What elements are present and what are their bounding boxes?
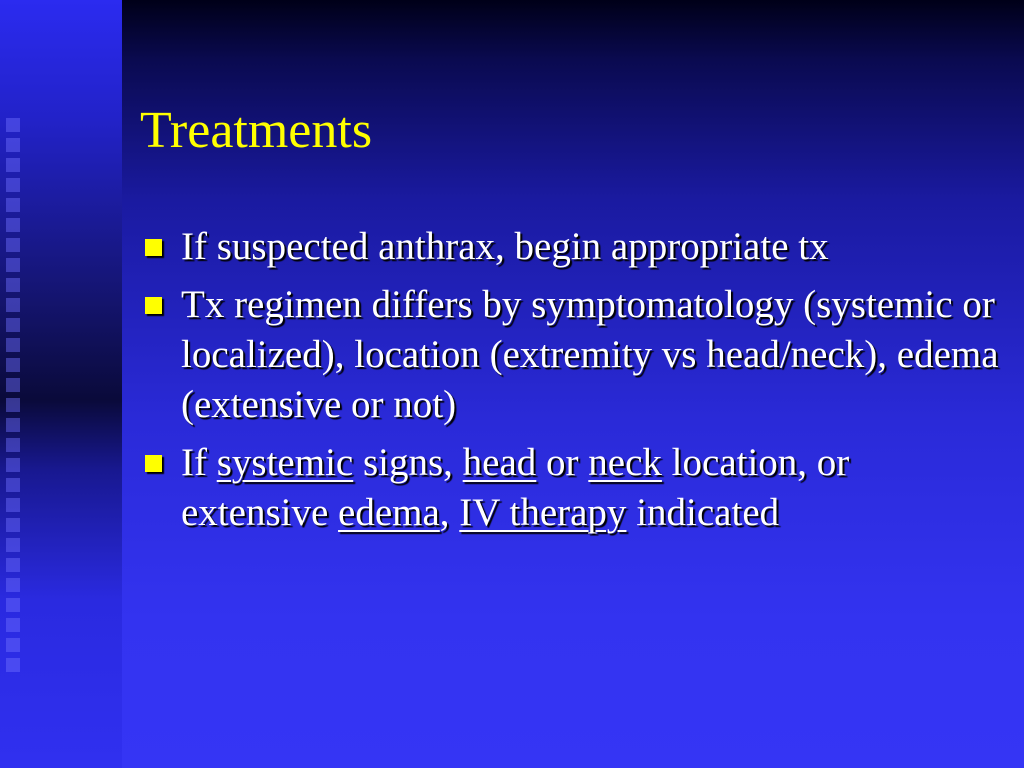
square-bullet-icon [145, 297, 162, 314]
underlined-term-neck: neck [588, 441, 662, 484]
slide-title: Treatments [140, 102, 373, 159]
underlined-term-systemic: systemic [216, 441, 354, 484]
bullet-text: Tx regimen differs by symptomatology (systemic or localized), location (extremity vs head/neck), edema (extensive or not) [181, 283, 999, 426]
bullet-text-segment: signs, [353, 441, 463, 484]
bullet-list [143, 222, 1003, 546]
bullet-item [143, 280, 1003, 430]
bullet-text-segment: If [181, 441, 217, 484]
left-decorative-band [0, 0, 122, 768]
square-bullet-icon [145, 239, 162, 256]
bullet-text: If suspected anthrax, begin appropriate tx [181, 225, 829, 268]
bullet-item [143, 222, 1003, 272]
square-bullet-icon [145, 455, 162, 472]
decorative-squares-column [6, 118, 28, 678]
bullet-text-segment: , [439, 491, 460, 534]
underlined-term-edema: edema [338, 491, 440, 534]
bullet-text-segment: location, or extensive [181, 441, 850, 534]
underlined-term-head: head [462, 441, 537, 484]
bullet-text-segment: or [536, 441, 589, 484]
bullet-text-segment: indicated [626, 491, 780, 534]
underlined-term-iv-therapy: IV therapy [459, 491, 627, 534]
bullet-item [143, 438, 1003, 538]
